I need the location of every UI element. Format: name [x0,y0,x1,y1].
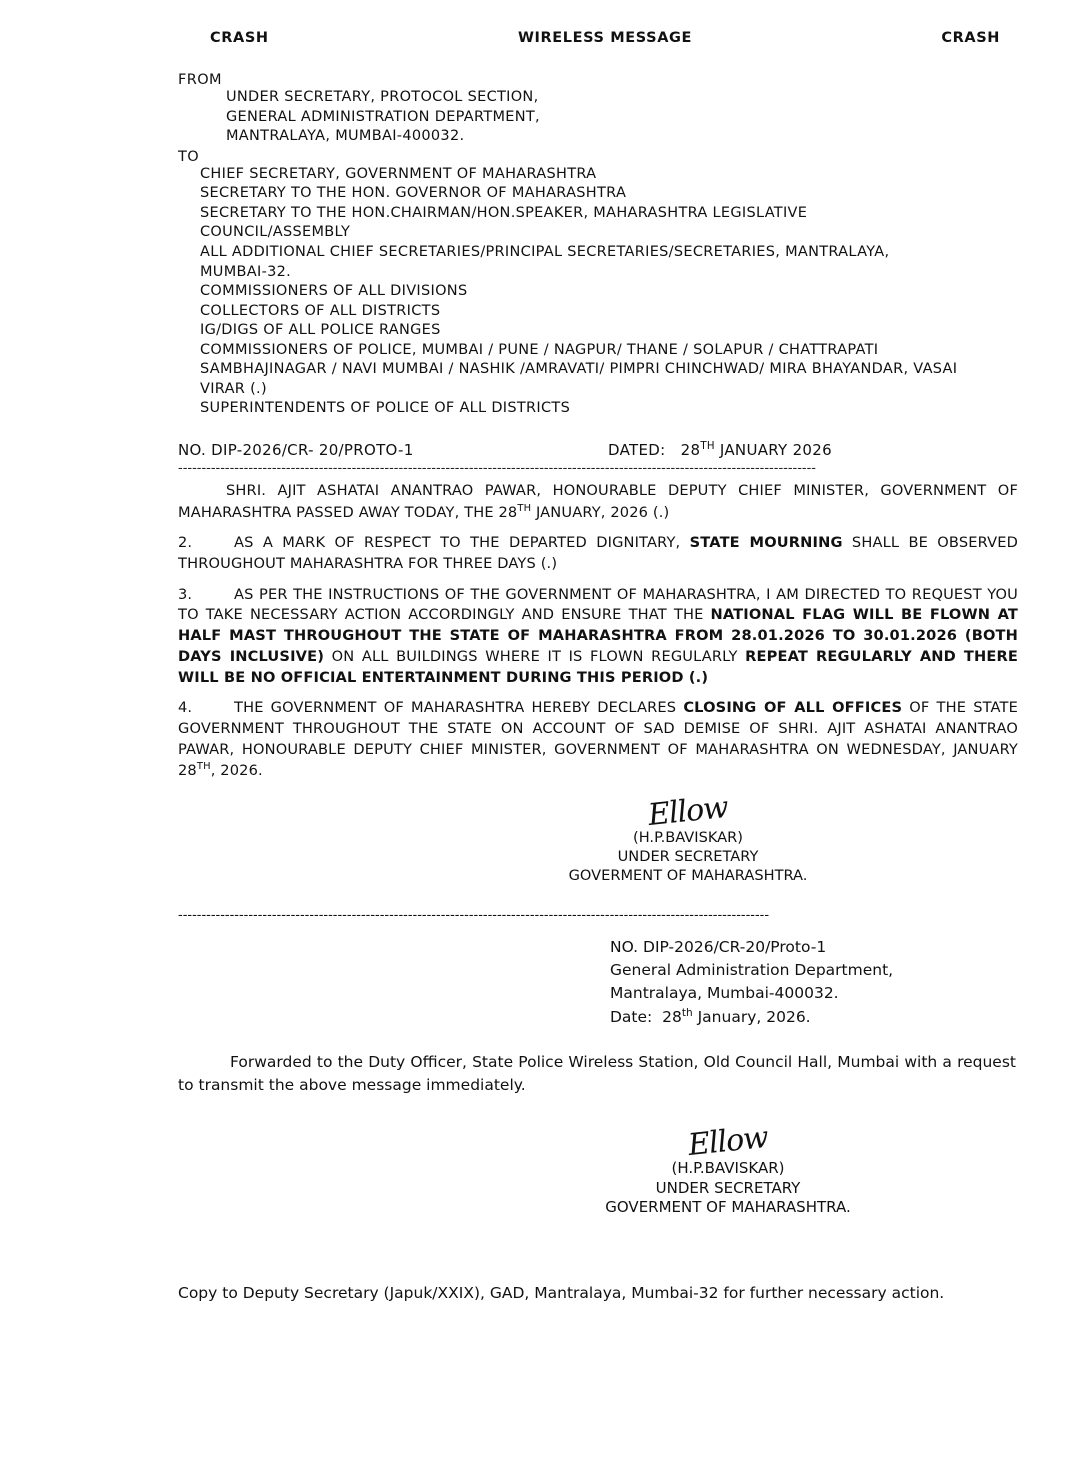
to-line: CHIEF SECRETARY, GOVERNMENT OF MAHARASHTRA [200,165,597,182]
paragraph-3-emphasis-flag: NATIONAL FLAG WILL BE FLOWN AT HALF MAST THROUGHOUT THE STATE OF MAHARASHTRA FROM 28.01.2026 TO 30.01.2026 (BOTH DAYS INCLUSIVE) [178,606,1018,665]
signatory-designation: UNDER SECRETARY [655,1178,801,1197]
from-line: MANTRALAYA, MUMBAI-400032. [226,128,465,145]
divider-dashes-middle: ------------------------------------------------------------------------------------------------------------------------------ [178,907,770,922]
paragraph-3-emphasis-repeat: REPEAT REGULARLY AND THERE WILL BE NO OFFICIAL ENTERTAINMENT DURING THIS PERIOD (.) [178,647,1018,686]
paragraph-3-text-a: AS PER THE INSTRUCTIONS OF THE GOVERNMENT OF MAHARASHTRA, I AM DIRECTED TO REQUEST YOU TO TAKE NECESSARY ACTION ACCORDINGLY AND ENSURE THAT THE [178,585,1018,624]
signature-mark: Ellow [686,1119,770,1164]
paragraph-4-text-b: OF THE STATE GOVERNMENT THROUGHOUT THE STATE ON ACCOUNT OF SAD DEMISE OF SHRI. AJIT ASHATAI ANANTRAO PAWAR, HONOURABLE DEPUTY CHIEF MINISTER, GOVERNMENT OF MAHARASHTRA ON WEDNESDAY, JANUARY 28TH, 2026. [178,699,1018,780]
signatory-name: (H.P.BAVISKAR) [633,829,743,847]
signature-block-2 [408,1119,1048,1218]
header-left-crash: CRASH [210,30,269,46]
forwarded-paragraph [178,1051,1016,1096]
to-line: SECRETARY TO THE HON.CHAIRMAN/HON.SPEAKER, MAHARASHTRA LEGISLATIVE [200,204,808,221]
reference-row [178,441,1018,459]
to-line: SUPERINTENDENTS OF POLICE OF ALL DISTRICTS [200,400,571,417]
to-line: COUNCIL/ASSEMBLY [200,224,351,241]
paragraph-1: SHRI. AJIT ASHATAI ANANTRAO PAWAR, HONOURABLE DEPUTY CHIEF MINISTER, GOVERNMENT OF MAHARASHTRA PASSED AWAY TODAY, THE 28TH JANUARY, 2026 (.) [178,482,1018,521]
from-line: GENERAL ADMINISTRATION DEPARTMENT, [226,108,540,125]
signatory-office: GOVERMENT OF MAHARASHTRA. [568,867,808,884]
to-line: ALL ADDITIONAL CHIEF SECRETARIES/PRINCIPAL SECRETARIES/SECRETARIES, MANTRALAYA, [200,243,890,260]
to-line: COLLECTORS OF ALL DISTRICTS [200,302,441,319]
paragraph-3-text-b: ON ALL BUILDINGS WHERE IT IS FLOWN REGULARLY [324,647,746,665]
signatory-office: GOVERMENT OF MAHARASHTRA. [605,1198,851,1217]
copy-to-paragraph: Copy to Deputy Secretary (Japuk/XXIX), GAD, Mantralaya, Mumbai-32 for further necessary action. [178,1283,945,1302]
to-line: COMMISSIONERS OF ALL DIVISIONS [200,283,468,300]
endorsement-date-label: Date: [610,1007,653,1026]
from-label: FROM [178,72,222,88]
endorsement-block [610,936,1018,1029]
from-block [226,88,1018,147]
paragraph-4 [178,698,1018,782]
to-line: MUMBAI-32. [200,263,292,280]
from-line: UNDER SECRETARY, PROTOCOL SECTION, [226,89,539,105]
header-title: WIRELESS MESSAGE [517,30,693,46]
to-line: COMMISSIONERS OF POLICE, MUMBAI / PUNE / NAGPUR/ THANE / SOLAPUR / CHATTRAPATI [200,341,879,358]
endorsement-date [610,1006,1018,1029]
paragraph-4-number: 4. [178,699,193,717]
paragraph-2 [178,533,1018,574]
signatory-designation: UNDER SECRETARY [617,848,759,866]
to-line: SECRETARY TO THE HON. GOVERNOR OF MAHARASHTRA [200,185,627,202]
document-body [178,30,1018,1304]
forwarded-text: Forwarded to the Duty Officer, State Police Wireless Station, Old Council Hall, Mumbai with a request to transmit the above message immediately. [178,1053,1016,1094]
document-header [178,30,1018,46]
paragraph-2-text-a: AS A MARK OF RESPECT TO THE DEPARTED DIGNITARY, [234,534,690,552]
paragraph-2-number: 2. [178,534,193,552]
endorsement-department: General Administration Department, [610,961,894,980]
paragraph-3 [178,585,1018,689]
dated-label: DATED: [608,441,666,459]
paragraph-2-emphasis: STATE MOURNING [689,534,843,552]
to-line: IG/DIGS OF ALL POLICE RANGES [200,322,441,339]
paragraph-3-number: 3. [178,585,193,603]
reference-date [608,441,1018,459]
divider-dashes-top: ---------------------------------------------------------------------------------------------------------------------------------------- [178,461,816,475]
endorsement-number: NO. DIP-2026/CR-20/Proto-1 [610,937,827,956]
endorsement-address: Mantralaya, Mumbai-400032. [610,984,839,1003]
to-line: VIRAR (.) [200,380,267,397]
endorsement-date-value: 28th January, 2026. [662,1006,811,1026]
to-block [200,165,1018,419]
signatory-name: (H.P.BAVISKAR) [671,1159,785,1178]
paragraph-2-text-b: SHALL BE OBSERVED THROUGHOUT MAHARASHTRA FOR THREE DAYS (.) [178,534,1018,573]
to-line: SAMBHAJINAGAR / NAVI MUMBAI / NASHIK /AMRAVATI/ PIMPRI CHINCHWAD/ MIRA BHAYANDAR, VASAI [200,361,958,378]
to-label: TO [178,148,200,165]
paragraph-4-text-a: THE GOVERNMENT OF MAHARASHTRA HEREBY DECLARES [234,699,684,717]
paragraph-4-emphasis: CLOSING OF ALL OFFICES [683,699,903,717]
signature-block-1 [368,789,1008,886]
reference-number: NO. DIP-2026/CR- 20/PROTO-1 [178,441,414,459]
header-right-crash: CRASH [941,30,1000,46]
signature-mark: Ellow [646,789,730,834]
dated-value: 28TH JANUARY 2026 [680,441,832,459]
